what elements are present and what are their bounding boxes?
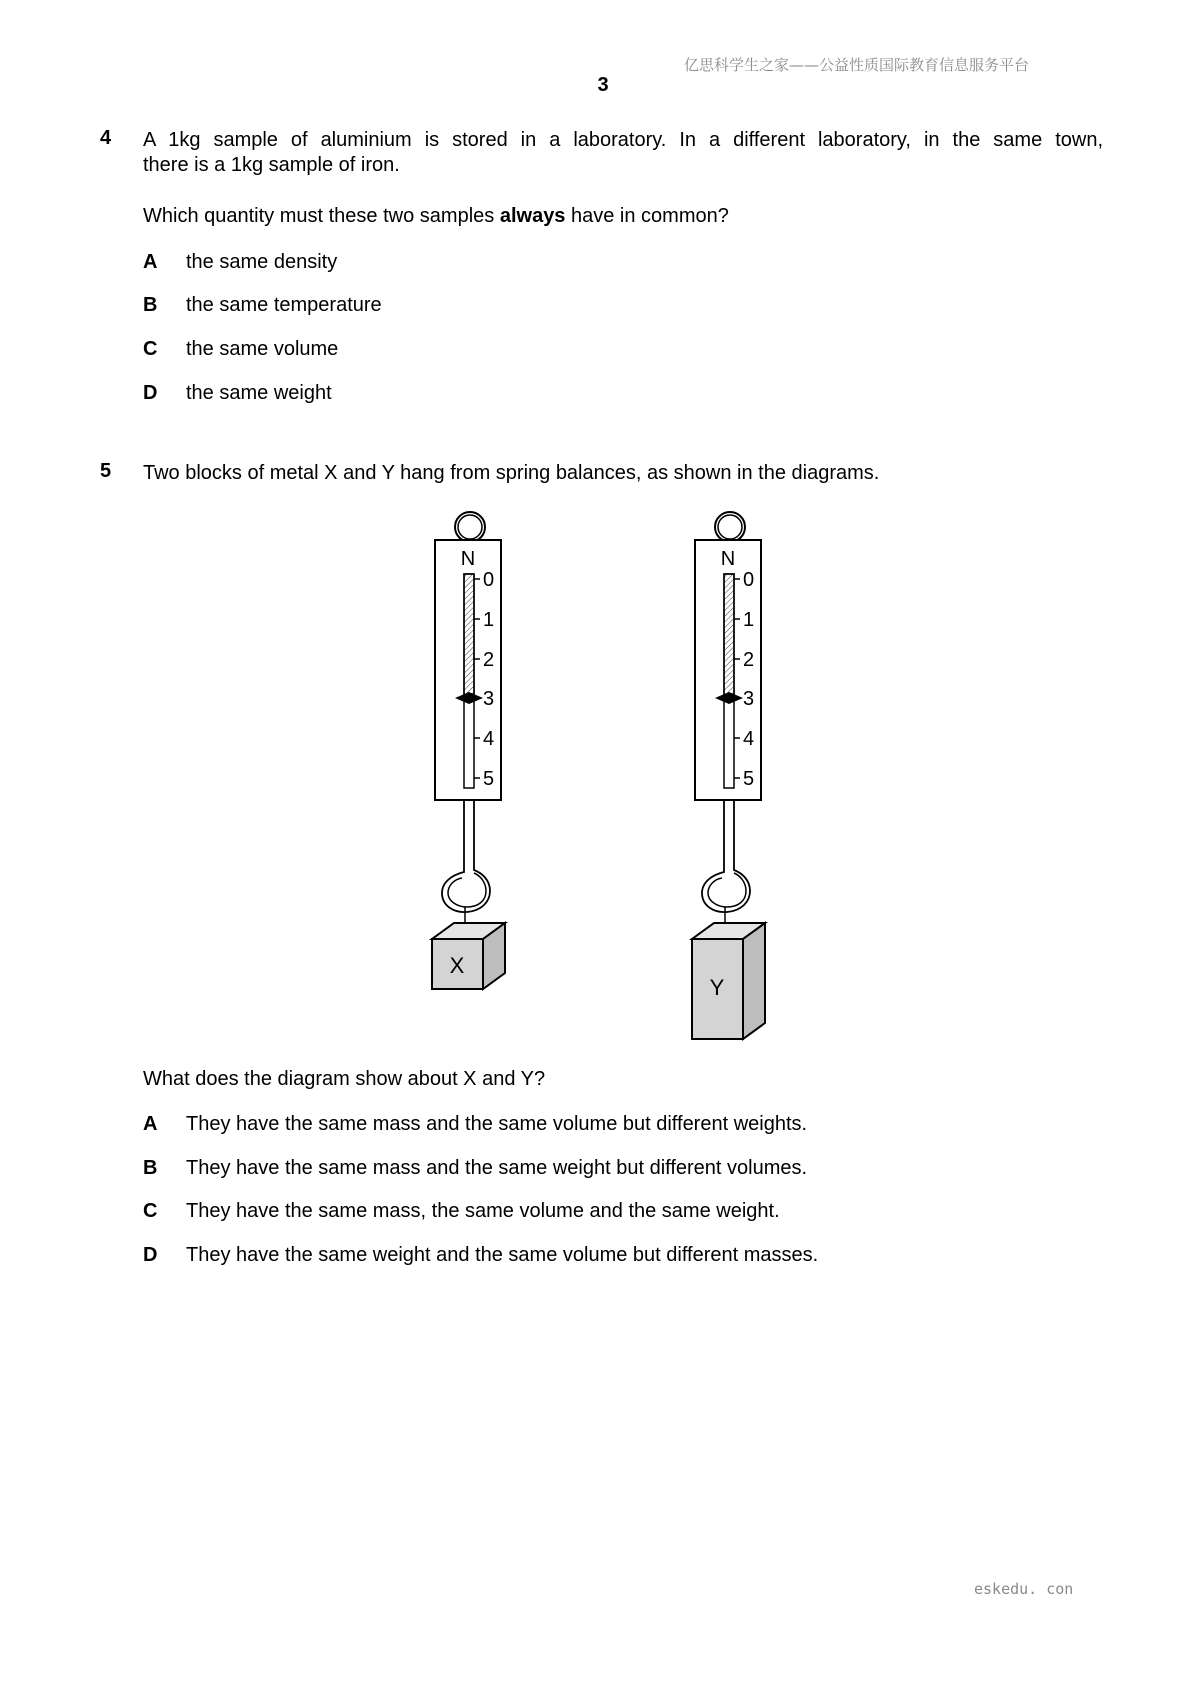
q4-option-c-text: the same volume [186,338,339,360]
balance-x-unit: N [460,548,476,570]
balance-y-label-4: 4 [743,728,755,750]
page-number: 3 [597,74,609,96]
balance-y-label-5: 5 [743,768,755,790]
q5-option-d-text: They have the same weight and the same volume but different masses. [186,1244,819,1266]
question-4-prompt-bold: always [499,205,566,227]
balance-x-spring [464,574,474,698]
q5-option-d-letter: D [143,1244,158,1266]
balance-y-unit: N [720,548,736,570]
balance-x-label-0: 0 [483,569,495,591]
block-x [432,923,505,989]
q5-option-b-letter: B [143,1157,158,1179]
q5-option-a-letter: A [143,1113,158,1135]
q4-option-c-letter: C [143,338,158,360]
spring-balance-y [692,512,765,1039]
block-y [692,923,765,1039]
balance-x-label-1: 1 [483,609,495,631]
q4-option-b-letter: B [143,294,158,316]
balance-y-label-2: 2 [743,649,755,671]
block-y-label: Y [709,975,725,1000]
balance-y-label-0: 0 [743,569,755,591]
spring-balance-x [432,512,505,989]
question-4-prompt-after: have in common? [565,205,729,227]
balance-y-label-3: 3 [743,688,755,710]
header-watermark: 亿思科学生之家——公益性质国际教育信息服务平台 [684,56,1030,74]
footer-watermark: eskedu. con [974,1580,1074,1598]
balance-x-label-4: 4 [483,728,495,750]
question-4-number: 4 [100,127,112,149]
block-x-label: X [449,953,465,978]
balance-x-ring [455,512,485,542]
q4-option-a-letter: A [143,251,158,273]
balance-y-label-1: 1 [743,609,755,631]
question-4-stem-line2: there is a 1kg sample of iron. [143,154,400,176]
balance-y-spring [724,574,734,698]
q4-option-a-text: the same density [186,251,338,273]
question-4-stem-line1: A 1kg sample of aluminium is stored in a laboratory. In a different laboratory, in the same town, [143,129,1103,151]
q5-option-b-text: They have the same mass and the same weight but different volumes. [186,1157,808,1179]
q5-option-c-text: They have the same mass, the same volume and the same weight. [186,1200,780,1222]
question-5-stem: Two blocks of metal X and Y hang from spring balances, as shown in the diagrams. [143,462,880,484]
balance-x-label-2: 2 [483,649,495,671]
balance-x-label-3: 3 [483,688,495,710]
balance-y-ring [715,512,745,542]
q4-option-b-text: the same temperature [186,294,382,316]
question-5-number: 5 [100,460,112,482]
q5-option-c-letter: C [143,1200,158,1222]
q5-option-a-text: They have the same mass and the same volume but different weights. [186,1113,808,1135]
q4-option-d-letter: D [143,382,158,404]
question-4-prompt-before: Which quantity must these two samples [143,205,500,227]
question-5-prompt: What does the diagram show about X and Y? [143,1068,546,1090]
balance-x-label-5: 5 [483,768,495,790]
q4-option-d-text: the same weight [186,382,332,404]
